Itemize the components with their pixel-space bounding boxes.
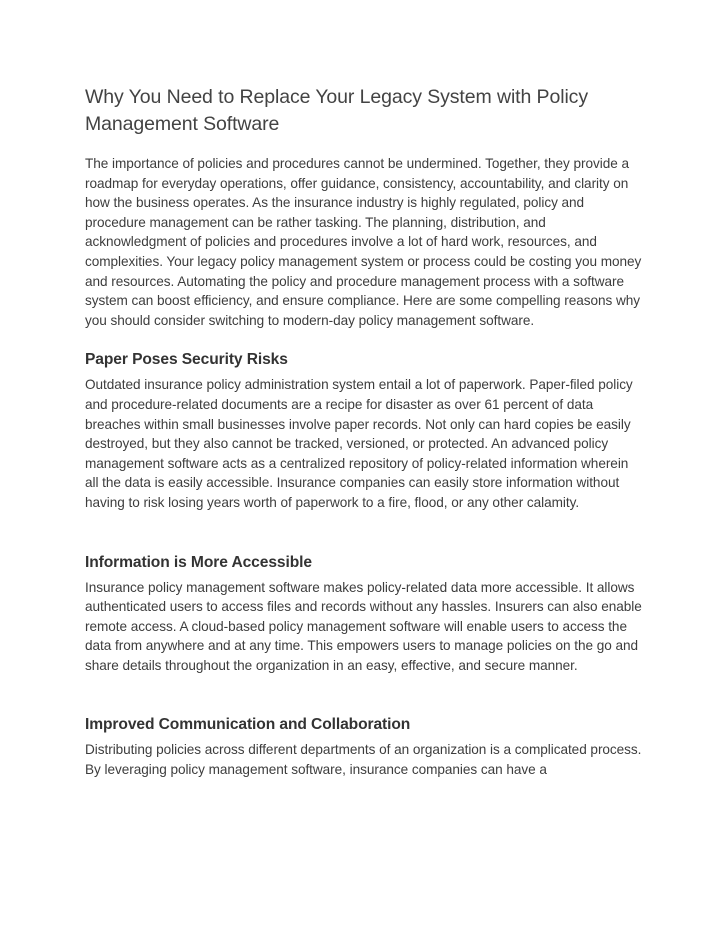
document-title: Why You Need to Replace Your Legacy System with Policy Management Software — [85, 86, 588, 135]
section-heading-security-risks: Paper Poses Security Risks — [85, 351, 288, 369]
section-heading-communication: Improved Communication and Collaboration — [85, 716, 411, 734]
document-page — [85, 84, 645, 780]
section-body-security-risks: Outdated insurance policy administration system entail a lot of paperwork. Paper-filed policy and procedure-related documents are a recipe for disaster as over 61 percent of data breaches within small businesses involve paper records. Not only can hard copies be easily destroyed, but they also cannot be tracked, versioned, or protected. An advanced policy management software acts as a centralized repository of policy-related information wherein all the data is easily accessible. Insurance companies can easily store information without having to risk losing years worth of paperwork to a fire, flood, or any other calamity. — [85, 377, 633, 510]
section-body-accessible: Insurance policy management software makes policy-related data more accessible. It allows authenticated users to access files and records without any hassles. Insurers can also enable remote access. A cloud-based policy management software will enable users to access the data from anywhere and at any time. This empowers users to manage policies on the go and share details throughout the organization in an easy, effective, and secure manner. — [85, 579, 642, 673]
section-body-communication: Distributing policies across different departments of an organization is a complicated process. By leveraging policy management software, insurance companies can have a — [85, 742, 642, 778]
section-heading-accessible: Information is More Accessible — [85, 553, 312, 571]
intro-paragraph: The importance of policies and procedures cannot be undermined. Together, they provide a roadmap for everyday operations, offer guidance, consistency, accountability, and clarity on how the business operates. As the insurance industry is highly regulated, policy and procedure management can be rather tasking. The planning, distribution, and acknowledgment of policies and procedures involve a lot of hard work, resources, and complexities. Your legacy policy management system or process could be costing you money and resources. Automating the policy and procedure management process with a software system can boost efficiency, and ensure compliance. Here are some compelling reasons why you should consider switching to modern-day policy management software. — [85, 156, 642, 328]
